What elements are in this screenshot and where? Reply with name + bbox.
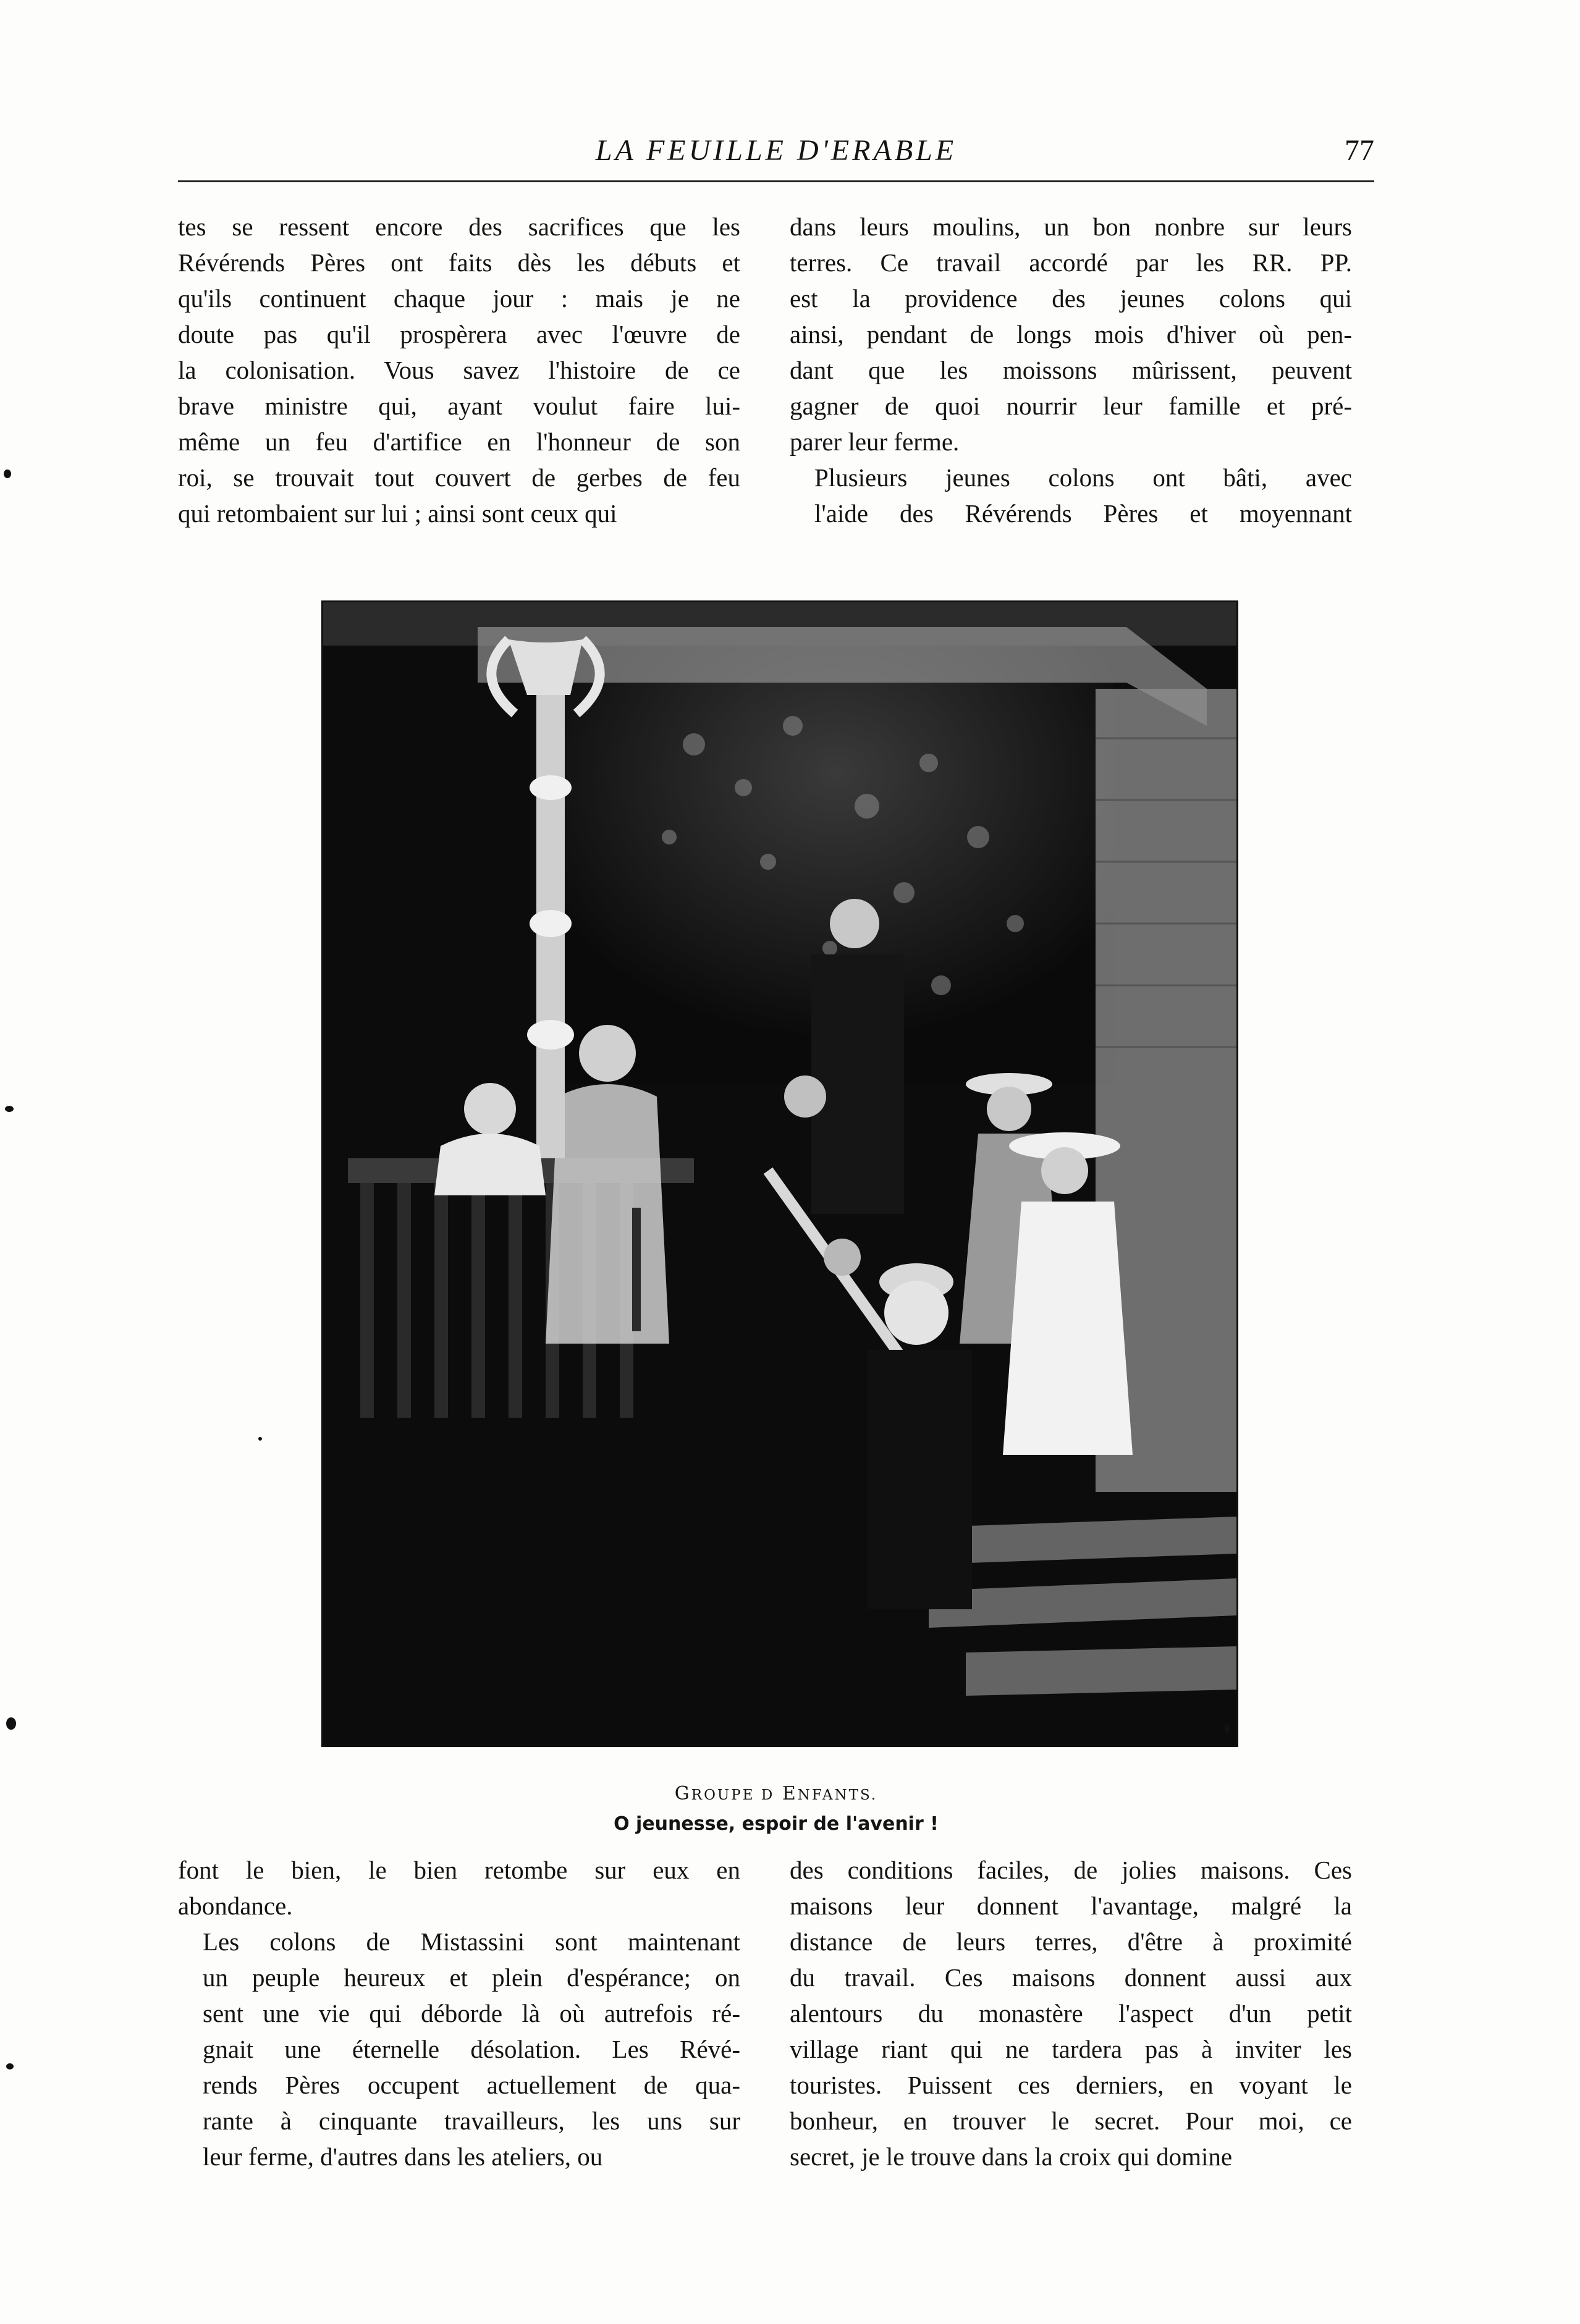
text-line: distance de leurs terres, d'être à proximité [790,1927,1352,1956]
caption-smallcaps: ROUPE D [691,1787,775,1803]
journal-title: LA FEUILLE D'ERABLE [595,134,957,167]
text-line: dant que les moissons mûrissent, peuvent [790,356,1352,384]
scan-speck [1225,1724,1230,1733]
text-line: qui retombaient sur lui ; ainsi sont ceux qui [178,499,617,528]
column-top-right [790,209,1352,531]
photo-caption-subtitle: O jeunesse, espoir de l'avenir ! [614,1813,939,1835]
text-line: du travail. Ces maisons donnent aussi aux [790,1963,1352,1992]
text-line: rante à cinquante travailleurs, les uns sur [203,2107,740,2135]
text-line: des conditions faciles, de jolies maisons. Ces [790,1856,1352,1884]
text-line: brave ministre qui, ayant voulut faire lui- [178,392,740,420]
text-line: qu'ils continuent chaque jour : mais je ne [178,284,740,313]
caption-smallcaps: NFANTS. [797,1787,878,1803]
text-line: terres. Ce travail accordé par les RR. PP. [790,248,1352,277]
text-line: gagner de quoi nourrir leur famille et pré- [790,392,1352,420]
scan-speck [6,2063,14,2069]
caption-initial: E [782,1783,798,1804]
text-line: la colonisation. Vous savez l'histoire de ce [178,356,740,384]
text-line: Les colons de Mistassini sont maintenant [203,1927,740,1956]
running-header [178,130,1374,179]
text-line: touristes. Puissent ces derniers, en voyant le [790,2071,1352,2099]
caption-initial: G [674,1783,691,1804]
text-line: tes se ressent encore des sacrifices que les [178,213,740,241]
scan-speck [258,1437,262,1441]
text-line: même un feu d'artifice en l'honneur de son [178,427,740,456]
photograph-group-of-children [321,600,1238,1747]
scan-speck [6,1717,16,1730]
paragraph [178,209,740,531]
text-line: sent une vie qui déborde là où autrefois ré- [203,1999,740,2027]
text-line: abondance. [178,1892,293,1920]
text-line: l'aide des Révérends Pères et moyennant [814,499,1352,528]
text-line: font le bien, le bien retombe sur eux en [178,1856,740,1884]
paragraph [790,1852,1352,2175]
text-line: rends Pères occupent actuellement de qua- [203,2071,740,2099]
text-line: leur ferme, d'autres dans les ateliers, ou [203,2142,603,2171]
text-line: un peuple heureux et plein d'espérance; on [203,1963,740,1992]
text-line: Plusieurs jeunes colons ont bâti, avec [814,463,1352,492]
text-line: ainsi, pendant de longs mois d'hiver où pen- [790,320,1352,348]
column-bottom-left [178,1852,740,2175]
column-bottom-right [790,1852,1352,2175]
header-rule [178,180,1374,182]
text-line: parer leur ferme. [790,427,960,456]
text-line: gnait une éternelle désolation. Les Révé- [203,2035,740,2063]
scan-speck [5,1106,14,1112]
text-line: roi, se trouvait tout couvert de gerbes de feu [178,463,740,492]
paragraph [790,209,1352,460]
text-line: maisons leur donnent l'avantage, malgré la [790,1892,1352,1920]
paragraph [790,460,1352,531]
text-line: est la providence des jeunes colons qui [790,284,1352,313]
paragraph [178,1852,740,1924]
photo-caption-title [178,1783,1374,1804]
text-line: bonheur, en trouver le secret. Pour moi, ce [790,2107,1352,2135]
text-line: secret, je le trouve dans la croix qui domine [790,2142,1233,2171]
text-line: dans leurs moulins, un bon nonbre sur leurs [790,213,1352,241]
paragraph [178,1924,740,2175]
text-line: Révérends Pères ont faits dès les débuts et [178,248,740,277]
scan-speck [4,469,11,478]
text-line: doute pas qu'il prospèrera avec l'œuvre de [178,320,740,348]
text-line: alentours du monastère l'aspect d'un petit [790,1999,1352,2027]
text-line: village riant qui ne tardera pas à inviter les [790,2035,1352,2063]
page-number: 77 [1345,134,1374,167]
column-top-left [178,209,740,531]
photo-illustration [323,602,1236,1745]
